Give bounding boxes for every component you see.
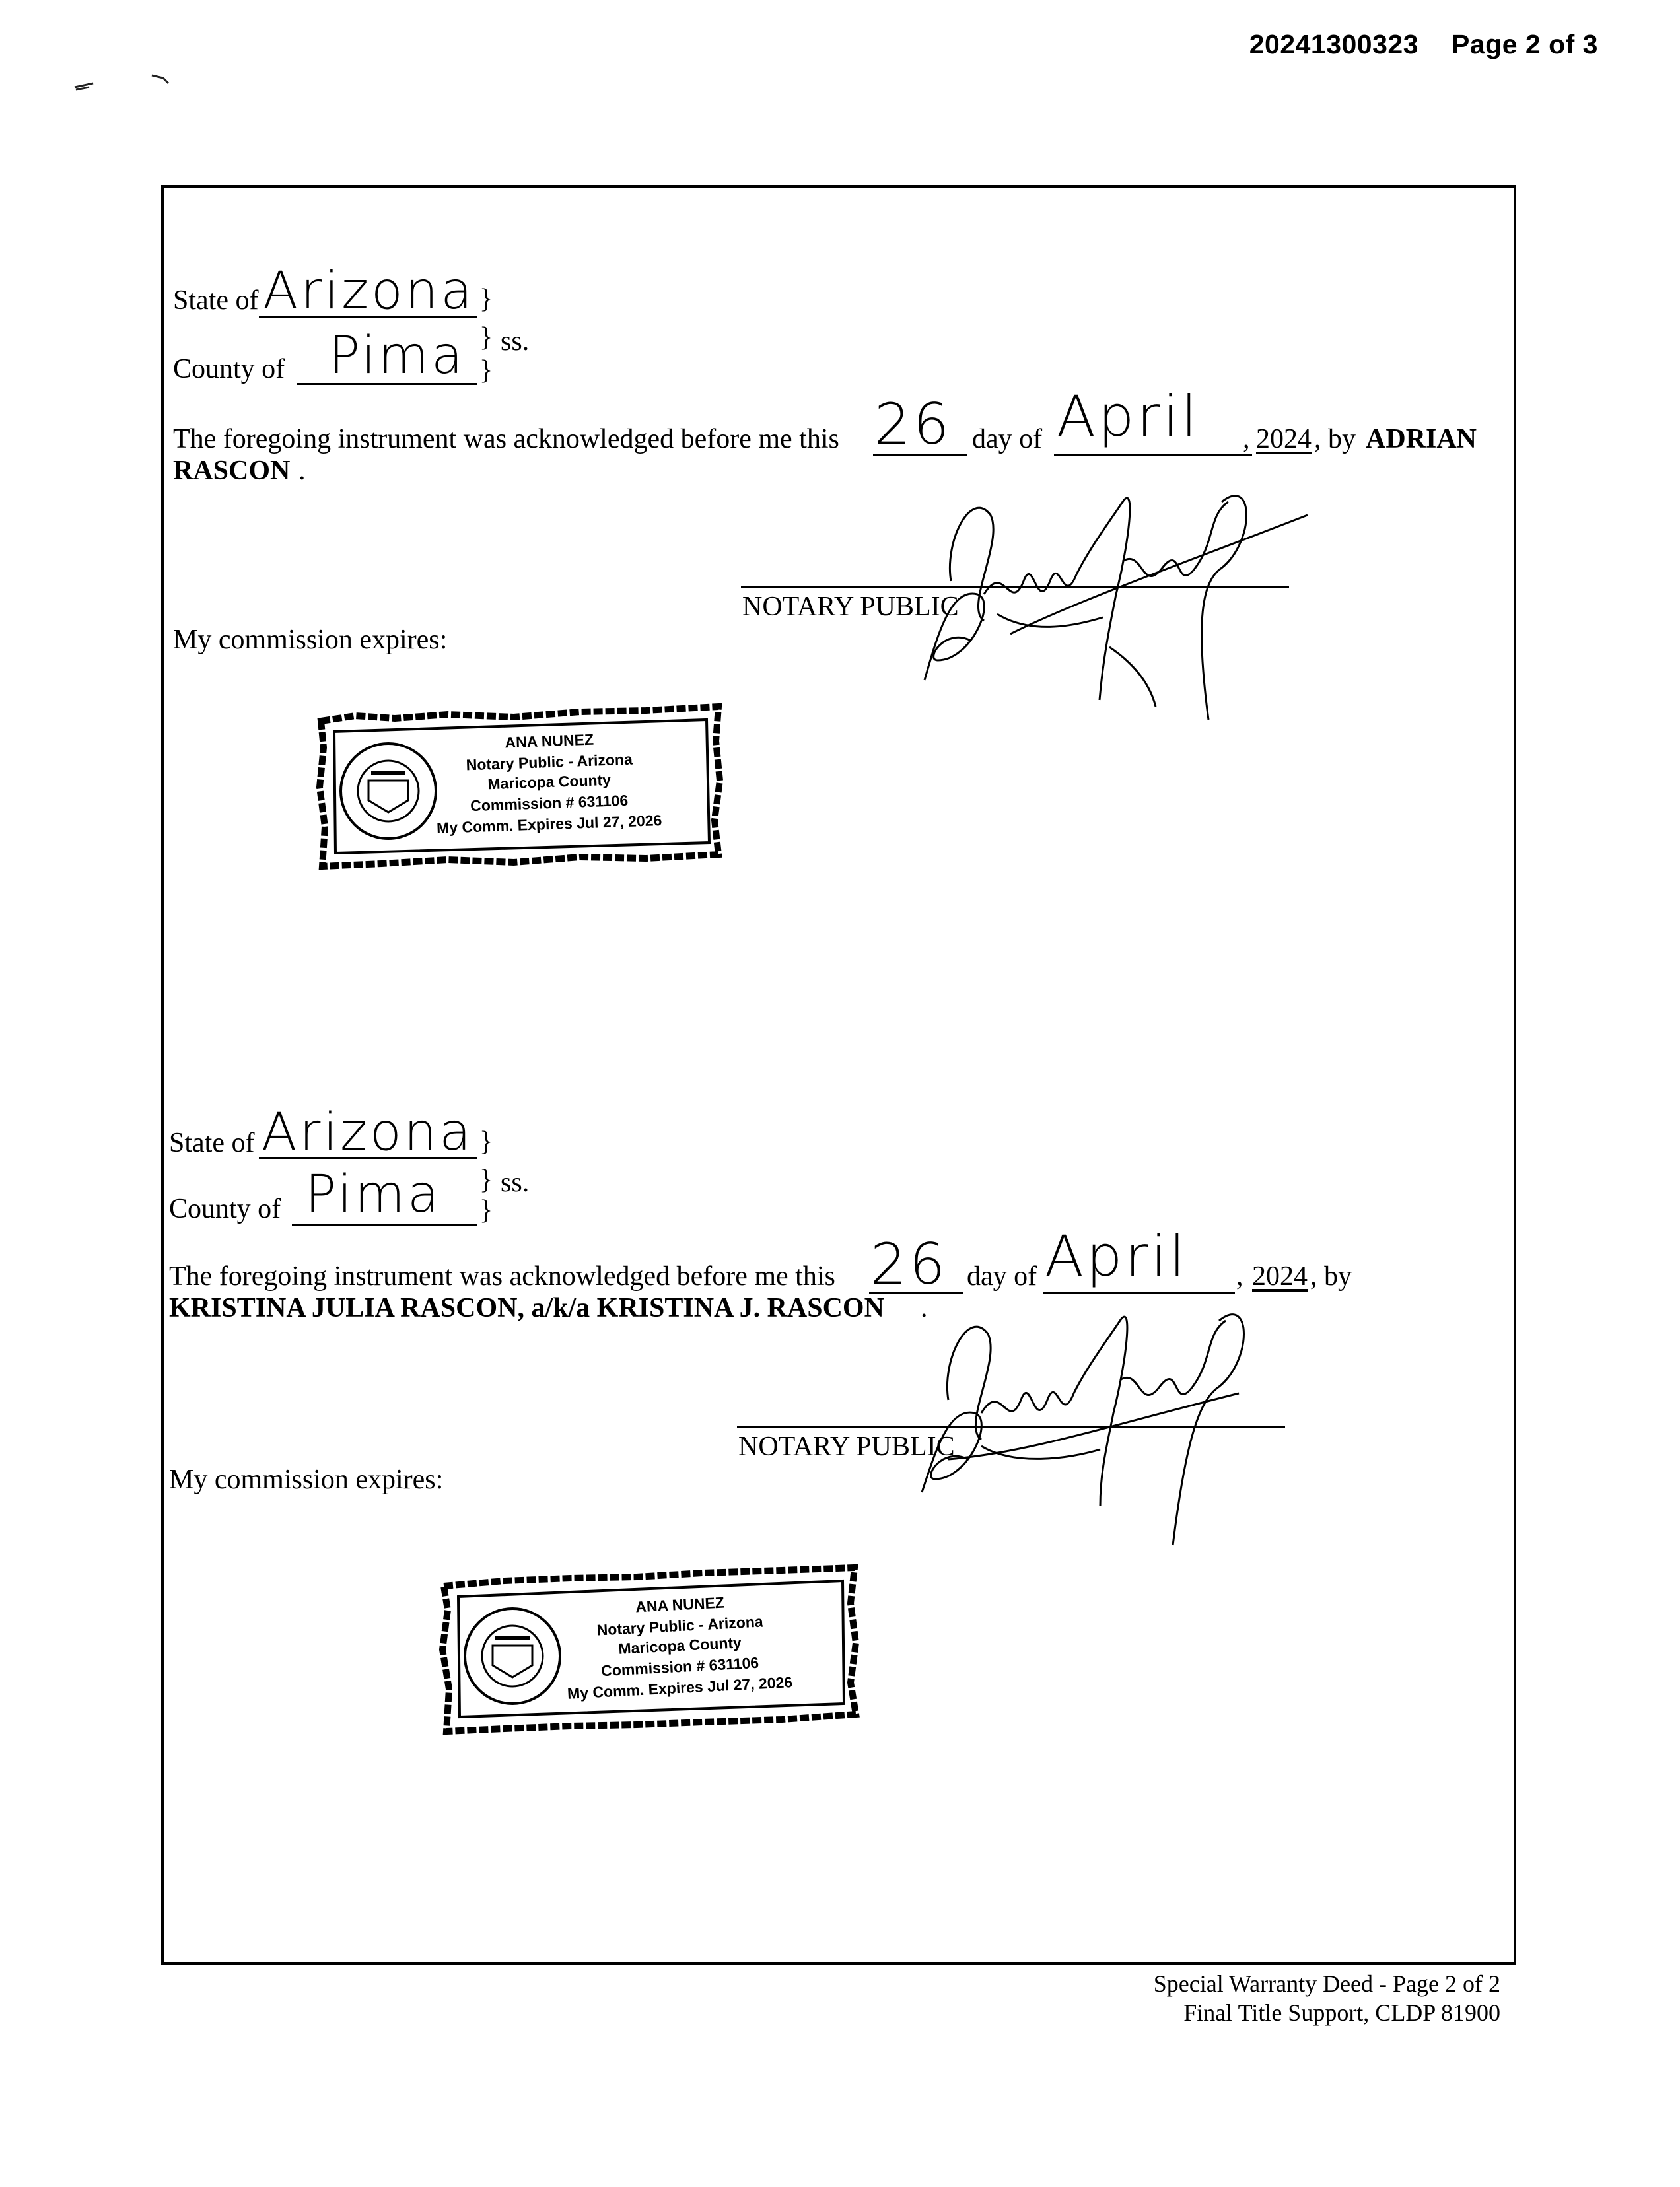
signer-name-line1: ADRIAN: [1366, 424, 1477, 454]
stamp-name: ANA NUNEZ: [505, 730, 594, 751]
acknowledgment-text: The foregoing instrument was acknowledged before me this: [169, 1261, 835, 1292]
ss-label: ss.: [501, 326, 530, 357]
month-value: April: [1045, 1224, 1188, 1290]
by-label: , by: [1310, 1261, 1352, 1292]
month-value: April: [1057, 384, 1200, 450]
document-number: 20241300323: [1249, 29, 1419, 59]
page-indicator: Page 2 of 3: [1452, 29, 1598, 59]
period: .: [298, 456, 306, 486]
period: .: [921, 1293, 928, 1323]
stamp-county: Maricopa County: [487, 771, 612, 793]
county-label: County of: [169, 1194, 281, 1224]
state-value: Arizona: [263, 261, 475, 321]
year-value: 2024: [1256, 424, 1312, 454]
date-comma: ,: [1236, 1261, 1243, 1292]
date-comma: ,: [1243, 424, 1250, 454]
brace: }: [479, 1165, 493, 1195]
commission-expires-label: My commission expires:: [169, 1465, 444, 1495]
day-of-label: day of: [972, 424, 1043, 454]
signer-name-line2: RASCON: [173, 456, 291, 486]
day-of-label: day of: [967, 1261, 1037, 1292]
signer-name-line2: KRISTINA JULIA RASCON, a/k/a KRISTINA J. RASCON: [169, 1293, 884, 1323]
by-label: , by: [1314, 424, 1356, 454]
brace: }: [479, 284, 493, 314]
ss-label: ss.: [501, 1167, 530, 1198]
day-value: 26: [870, 1232, 948, 1298]
county-value: Pima: [329, 326, 466, 386]
notary-stamp: [316, 701, 725, 873]
day-value: 26: [874, 392, 952, 458]
stamp-county: Maricopa County: [617, 1634, 742, 1657]
state-value: Arizona: [262, 1103, 473, 1162]
notary-public-label: NOTARY PUBLIC: [742, 592, 959, 622]
stamp-expiration: My Comm. Expires Jul 27, 2026: [436, 812, 662, 837]
state-label: State of: [173, 285, 259, 316]
state-label: State of: [169, 1128, 255, 1158]
brace: }: [479, 355, 493, 386]
stamp-commission: Commission # 631106: [470, 791, 629, 815]
commission-expires-label: My commission expires:: [173, 625, 448, 655]
notary-public-label: NOTARY PUBLIC: [738, 1432, 955, 1462]
county-value: Pima: [305, 1165, 442, 1224]
footer-line-1: Special Warranty Deed - Page 2 of 2: [1153, 1970, 1500, 1997]
scan-mark: [69, 66, 188, 92]
footer-line-2: Final Title Support, CLDP 81900: [1183, 1999, 1500, 2026]
notary-signature: [911, 462, 1321, 726]
notary-signature: [909, 1294, 1305, 1558]
stamp-commission: Commission # 631106: [600, 1653, 759, 1680]
stamp-title: Notary Public - Arizona: [596, 1613, 764, 1639]
brace: }: [479, 1127, 493, 1157]
county-label: County of: [173, 354, 285, 384]
brace: }: [479, 1195, 493, 1226]
notary-stamp: [438, 1564, 861, 1735]
document-header: [1249, 29, 1598, 60]
stamp-expiration: My Comm. Expires Jul 27, 2026: [567, 1673, 793, 1702]
brace: }: [479, 322, 493, 353]
stamp-name: ANA NUNEZ: [635, 1593, 725, 1616]
year-value: 2024: [1252, 1261, 1308, 1292]
stamp-title: Notary Public - Arizona: [466, 750, 633, 774]
acknowledgment-text: The foregoing instrument was acknowledged before me this: [173, 424, 839, 454]
